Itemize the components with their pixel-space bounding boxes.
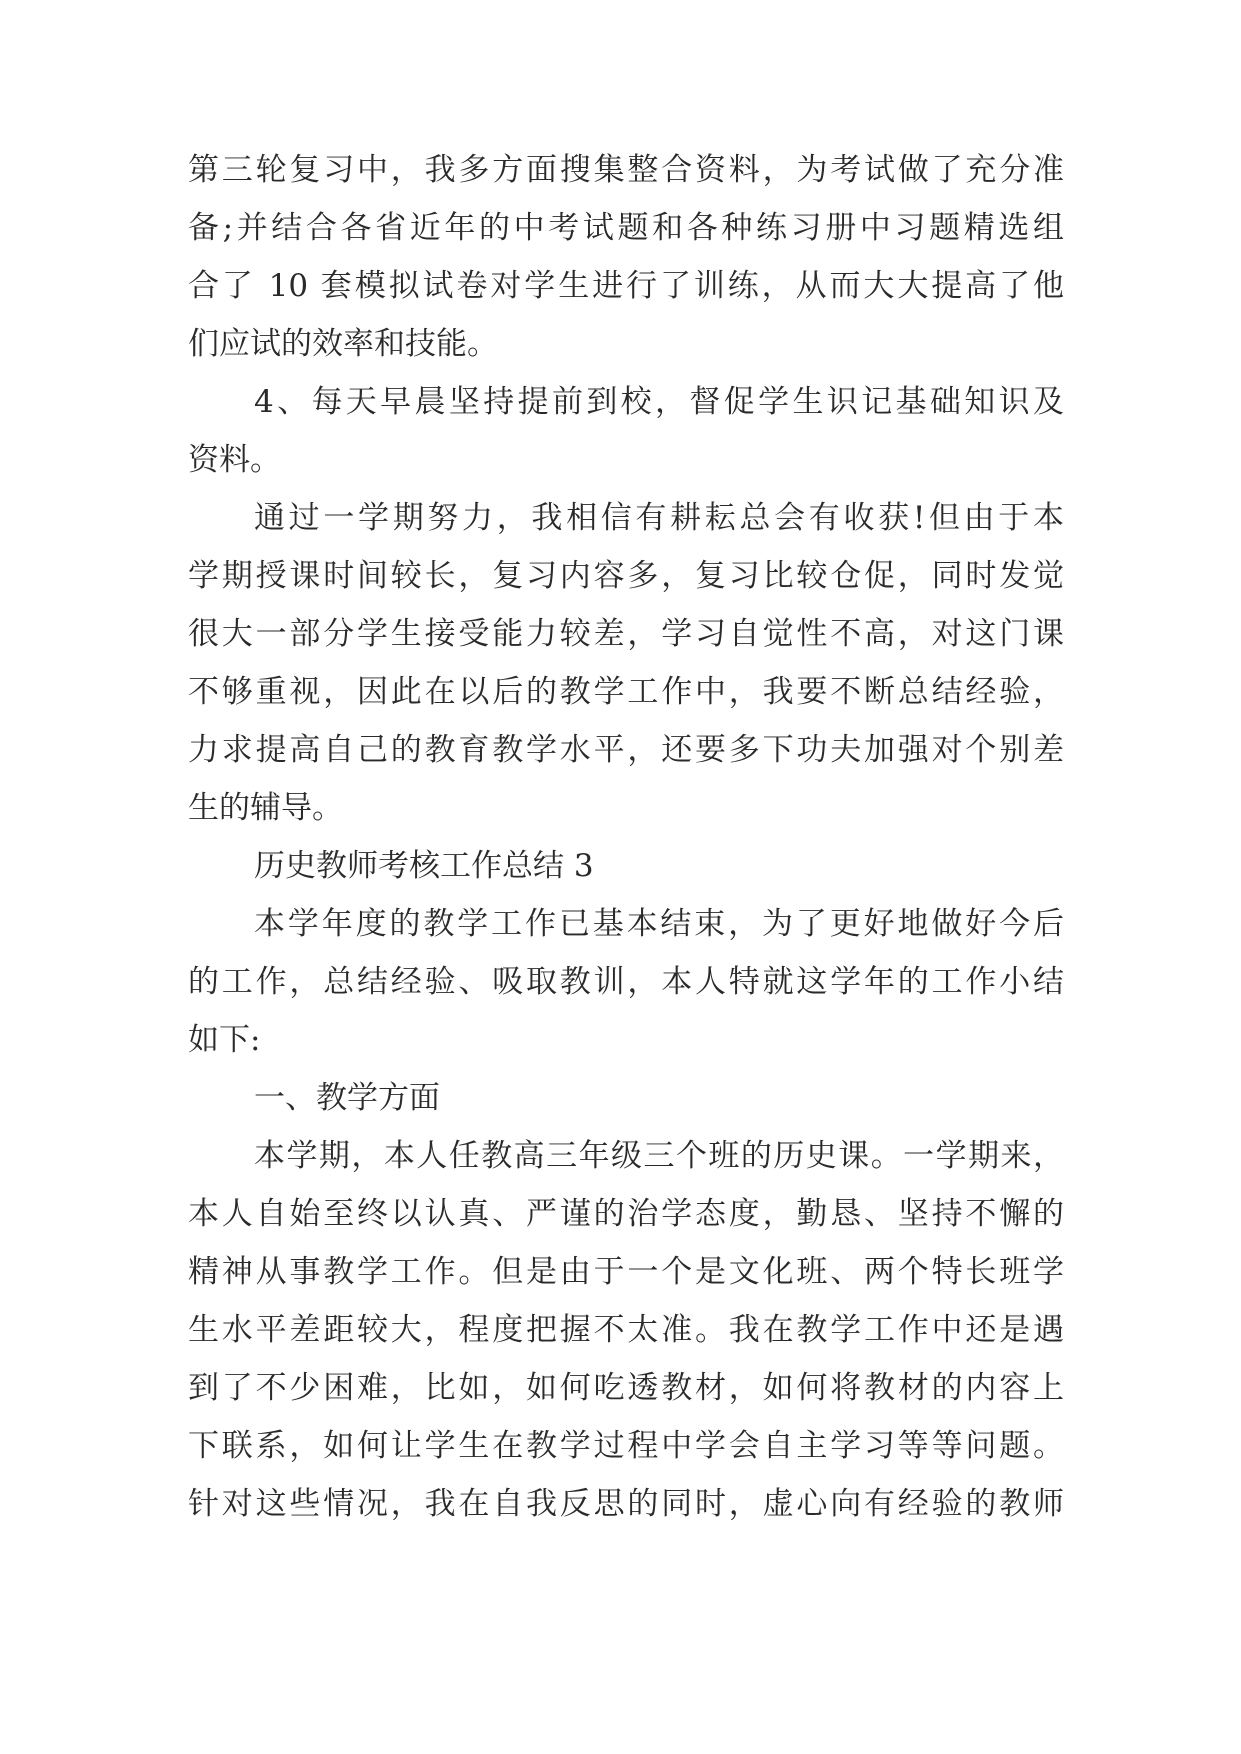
text-line: 生水平差距较大，程度把握不太准。我在教学工作中还是遇 [188, 1312, 1064, 1348]
text-line: 资料。 [188, 442, 281, 478]
text-line: 通过一学期努力，我相信有耕耘总会有收获!但由于本 [254, 500, 1064, 536]
text-line: 下联系，如何让学生在教学过程中学会自主学习等等问题。 [188, 1428, 1064, 1464]
text-line: 第三轮复习中，我多方面搜集整合资料，为考试做了充分准 [188, 152, 1064, 188]
text-line: 们应试的效率和技能。 [188, 326, 498, 362]
text-line: 4、每天早晨坚持提前到校，督促学生识记基础知识及 [254, 384, 1064, 420]
text-line: 精神从事教学工作。但是由于一个是文化班、两个特长班学 [188, 1254, 1064, 1290]
text-line: 不够重视，因此在以后的教学工作中，我要不断总结经验， [188, 674, 1064, 710]
text-line: 如下: [188, 1022, 261, 1058]
text-line: 力求提高自己的教育教学水平，还要多下功夫加强对个别差 [188, 732, 1064, 768]
text-line: 很大一部分学生接受能力较差，学习自觉性不高，对这门课 [188, 616, 1064, 652]
text-line: 到了不少困难，比如，如何吃透教材，如何将教材的内容上 [188, 1370, 1064, 1406]
section-heading: 历史教师考核工作总结 3 [254, 848, 594, 884]
text-line: 本人自始至终以认真、严谨的治学态度，勤恳、坚持不懈的 [188, 1196, 1064, 1232]
text-line: 合了 10 套模拟试卷对学生进行了训练，从而大大提高了他 [188, 268, 1064, 304]
text-line: 本学年度的教学工作已基本结束，为了更好地做好今后 [254, 906, 1064, 942]
text-line: 的工作，总结经验、吸取教训，本人特就这学年的工作小结 [188, 964, 1064, 1000]
text-line: 本学期，本人任教高三年级三个班的历史课。一学期来， [254, 1138, 1064, 1174]
text-line: 备;并结合各省近年的中考试题和各种练习册中习题精选组 [188, 210, 1064, 246]
text-line: 生的辅导。 [188, 790, 343, 826]
subsection-heading: 一、教学方面 [254, 1080, 440, 1116]
text-line: 学期授课时间较长，复习内容多，复习比较仓促，同时发觉 [188, 558, 1064, 594]
text-line: 针对这些情况，我在自我反思的同时，虚心向有经验的教师 [188, 1486, 1064, 1522]
